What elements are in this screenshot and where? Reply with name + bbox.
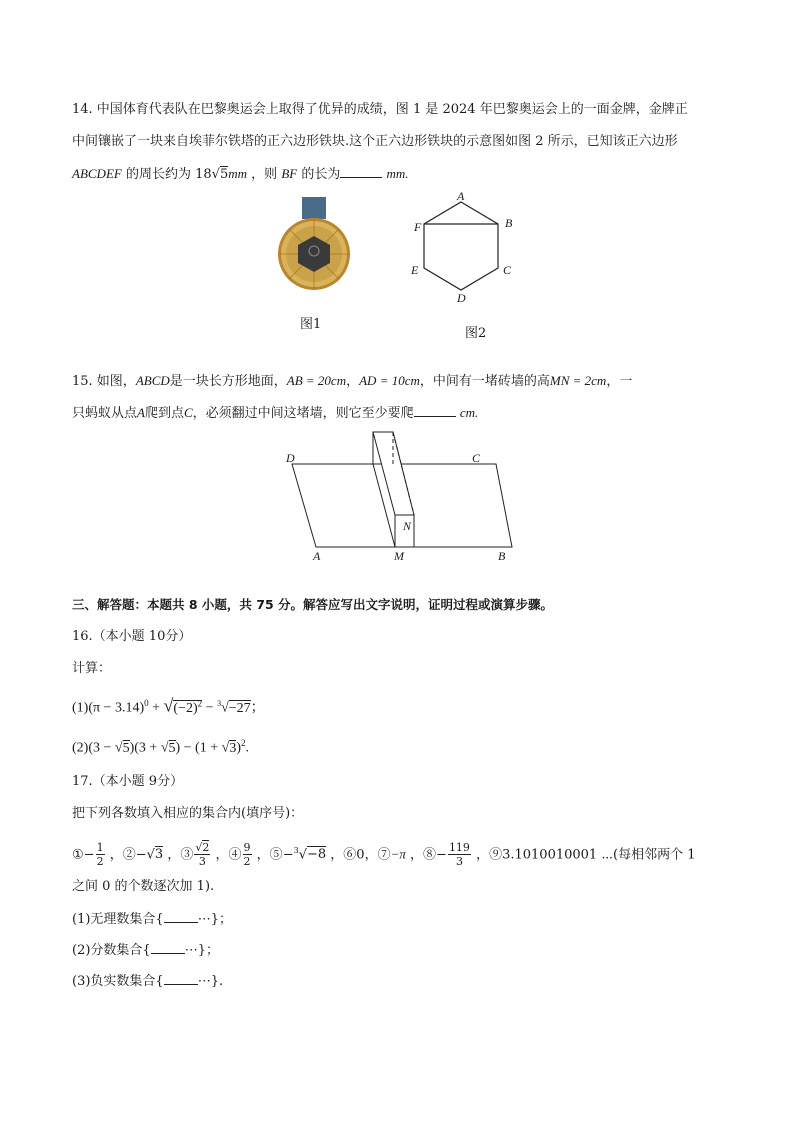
ab-length: AB = 20cm	[286, 373, 347, 388]
wall-figure	[280, 428, 520, 568]
point-a: A	[313, 549, 321, 563]
point-d: D	[286, 451, 295, 465]
answer-blank-15[interactable]	[414, 402, 456, 417]
q16-part2: $(2)(3 - √5)(3 + √5) - (1 + √3)^2$.	[72, 738, 249, 756]
answer-blank-fraction[interactable]	[151, 939, 185, 954]
vertex-c: C	[503, 263, 512, 277]
perimeter-value: 18√5mm	[195, 166, 248, 182]
hexagon-figure	[404, 190, 524, 310]
point-m: M	[394, 549, 404, 563]
q14-line2: 中间镶嵌了一块来自埃菲尔铁塔的正六边形铁块.这个正六边形铁块的示意图如图 2 所示，已知该正六边形	[72, 134, 678, 149]
q15-line1: 15. 如图，ABCD是一块长方形地面，AB = 20cm，AD = 10cm，中间有一堵砖墙的高MN = 2cm，一	[72, 373, 633, 389]
segment-bf: BF	[281, 166, 298, 181]
q17-line2: 之间 0 的个数逐次加 1).	[72, 879, 215, 894]
point-b: B	[498, 549, 506, 563]
q16-prompt: 计算：	[72, 661, 112, 676]
point-n: N	[403, 519, 412, 533]
vertex-b: B	[505, 216, 513, 230]
vertex-d: D	[457, 291, 466, 305]
q17-numbers: ①− $\frac{1}{2}$ ，②−√3 ，③ $\frac{√2}{3}$ ，④ $\frac{9}{2}$ ，⑤−$^3$√−8 ，⑥0，⑦−π ，⑧− $\frac{119}{3}$ ，⑨3.1010010001 ⋯(每相邻两个 1	[72, 841, 696, 869]
vertex-a: A	[457, 190, 465, 203]
q16-part1: $(1)(\pi - 3.14)^0 + √(-2)^2 - ^3√-27$；	[72, 695, 265, 716]
q14-text-b: ，则	[251, 167, 278, 182]
q16-title: 16.（本小题 10分）	[72, 629, 192, 644]
figure1-caption: 图1	[300, 317, 322, 332]
set-fraction: (2)分数集合{ ⋯}；	[72, 939, 219, 961]
set-irrational: (1)无理数集合{ ⋯}；	[72, 908, 232, 930]
vertex-e: E	[411, 263, 419, 277]
set-negative-real: (3)负实数集合{ ⋯}.	[72, 970, 223, 992]
q14-text-a: 的周长约为	[125, 167, 191, 182]
rect-name: ABCD	[135, 373, 170, 388]
q14-line1: 14. 中国体育代表队在巴黎奥运会上取得了优异的成绩，图 1 是 2024 年巴黎奥运会上的一面金牌，金牌正	[72, 102, 688, 117]
section3-heading: 三、解答题：本题共 8 小题，共 75 分。解答应写出文字说明，证明过程或演算步骤。	[72, 597, 554, 612]
q15-unit: cm.	[459, 405, 479, 420]
q15-line2: 只蚂蚁从点A爬到点C，必须翻过中间这堵墙，则它至少要爬 cm.	[72, 402, 478, 424]
q14-line3	[72, 163, 409, 185]
hexagon-name: ABCDEF	[72, 166, 122, 181]
vertex-f: F	[414, 220, 422, 234]
answer-blank-irrational[interactable]	[164, 908, 198, 923]
point-c: C	[472, 451, 481, 465]
q17-prompt: 把下列各数填入相应的集合内(填序号)：	[72, 806, 304, 821]
q17-title: 17.（本小题 9分）	[72, 774, 184, 789]
answer-blank-14[interactable]	[340, 163, 382, 178]
medal-ribbon	[302, 197, 326, 219]
mn-length: MN = 2cm	[549, 373, 607, 388]
ad-length: AD = 10cm	[359, 373, 420, 388]
hexagon-shape	[424, 202, 498, 290]
q14-text-c: 的长为	[301, 167, 341, 182]
q14-unit: mm.	[386, 166, 409, 181]
medal-body	[278, 218, 350, 290]
figure2-caption: 图2	[465, 326, 487, 341]
gold-medal-figure	[276, 197, 352, 297]
answer-blank-negative[interactable]	[164, 970, 198, 985]
